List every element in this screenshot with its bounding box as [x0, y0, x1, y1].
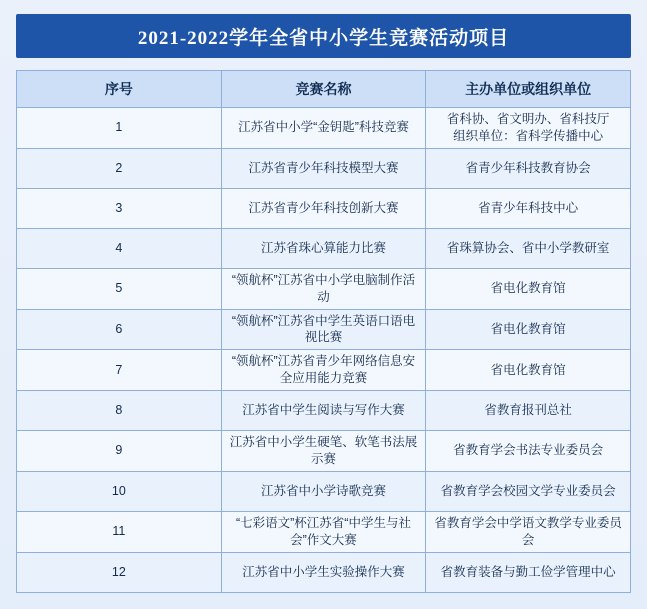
cell-org: 省珠算协会、省中小学教研室: [426, 228, 631, 268]
cell-no: 2: [17, 148, 222, 188]
competition-table: [16, 70, 631, 593]
cell-no: 4: [17, 228, 222, 268]
cell-name: 江苏省青少年科技创新大赛: [221, 188, 426, 228]
cell-org: 省教育学会中学语文教学专业委员会: [426, 511, 631, 552]
cell-org: 省教育装备与勤工俭学管理中心: [426, 552, 631, 592]
cell-name: “领航杯”江苏省青少年网络信息安全应用能力竞赛: [221, 350, 426, 391]
cell-name: “领航杯”江苏省中小学电脑制作活动: [221, 268, 426, 309]
cell-org: 省青少年科技中心: [426, 188, 631, 228]
table-header: [17, 71, 631, 108]
table-row: [17, 148, 631, 188]
cell-no: 6: [17, 309, 222, 350]
table-row: [17, 511, 631, 552]
table-row: [17, 268, 631, 309]
cell-no: 1: [17, 108, 222, 149]
document-title-bar: [16, 14, 631, 58]
cell-no: 10: [17, 471, 222, 511]
table-header-row: [17, 71, 631, 108]
cell-org: 省教育学会校园文学专业委员会: [426, 471, 631, 511]
cell-org: 省青少年科技教育协会: [426, 148, 631, 188]
table-row: [17, 391, 631, 431]
table-row: [17, 108, 631, 149]
cell-name: 江苏省中小学生实验操作大赛: [221, 552, 426, 592]
table-row: [17, 471, 631, 511]
cell-name: 江苏省中小学“金钥匙”科技竞赛: [221, 108, 426, 149]
cell-name: “领航杯”江苏省中学生英语口语电视比赛: [221, 309, 426, 350]
column-header-org: 主办单位或组织单位: [426, 71, 631, 108]
cell-no: 5: [17, 268, 222, 309]
page-title: 2021-2022学年全省中小学生竞赛活动项目: [137, 27, 510, 49]
cell-name: 江苏省珠心算能力比赛: [221, 228, 426, 268]
cell-org: 省电化教育馆: [426, 268, 631, 309]
cell-org-lines: [432, 111, 624, 145]
cell-name: 江苏省中小学诗歌竞赛: [221, 471, 426, 511]
cell-no: 8: [17, 391, 222, 431]
table-row: [17, 309, 631, 350]
cell-name: 江苏省青少年科技模型大赛: [221, 148, 426, 188]
column-header-name: 竞赛名称: [221, 71, 426, 108]
cell-no: 7: [17, 350, 222, 391]
cell-org-line1: 省科协、省文明办、省科技厅: [446, 112, 610, 126]
cell-no: 12: [17, 552, 222, 592]
cell-org: 省教育报刊总社: [426, 391, 631, 431]
cell-no: 3: [17, 188, 222, 228]
column-header-no: 序号: [17, 71, 222, 108]
cell-org: 省电化教育馆: [426, 309, 631, 350]
table-row: [17, 552, 631, 592]
cell-no: 11: [17, 511, 222, 552]
cell-name: 江苏省中学生阅读与写作大赛: [221, 391, 426, 431]
cell-name: “七彩语文”杯江苏省“中学生与社会”作文大赛: [221, 511, 426, 552]
cell-no: 9: [17, 431, 222, 472]
table-row: [17, 431, 631, 472]
cell-org-line2: 组织单位：省科学传播中心: [453, 128, 604, 143]
table-row: [17, 188, 631, 228]
cell-org: 省电化教育馆: [426, 350, 631, 391]
table-row: [17, 228, 631, 268]
cell-org: 省教育学会书法专业委员会: [426, 431, 631, 472]
cell-org: [426, 108, 631, 149]
cell-name: 江苏省中小学生硬笔、软笔书法展示赛: [221, 431, 426, 472]
table-body: [17, 108, 631, 593]
table-row: [17, 350, 631, 391]
